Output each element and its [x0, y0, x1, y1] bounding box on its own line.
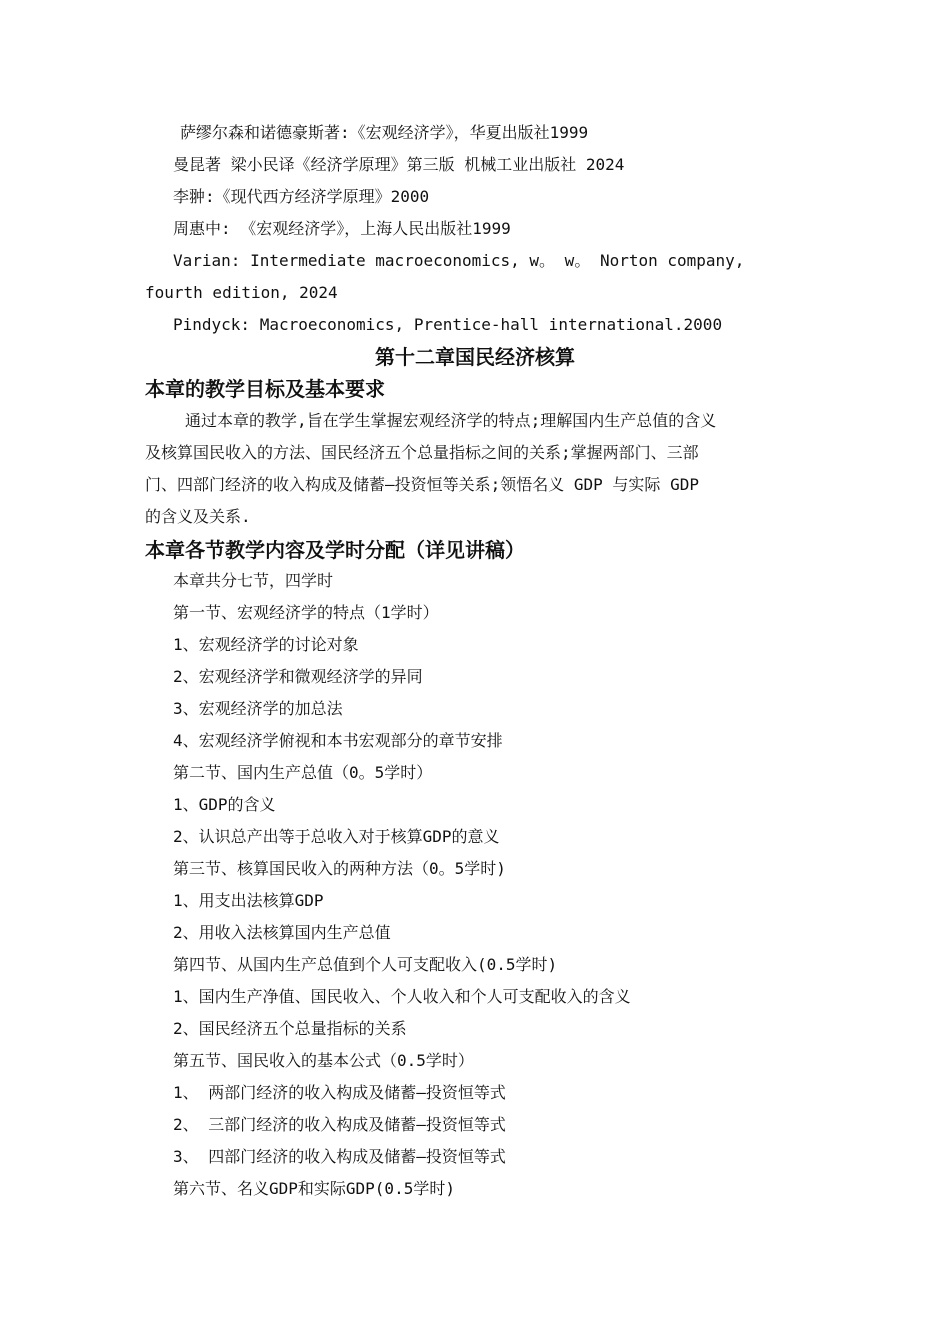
content-line: 2、宏观经济学和微观经济学的异同	[173, 667, 423, 686]
section-line: 第六节、名义GDP和实际GDP(0.5学时)	[173, 1179, 455, 1198]
reference-line: Pindyck: Macroeconomics, Prentice-hall international.2000	[173, 315, 723, 334]
section-line: 第二节、国内生产总值（0。5学时）	[173, 763, 433, 782]
reference-line: fourth edition, 2024	[145, 283, 338, 302]
content-line: 本章共分七节，四学时	[173, 571, 334, 590]
content-line: 2、认识总产出等于总收入对于核算GDP的意义	[173, 827, 500, 846]
reference-line: 曼昆著 梁小民译《经济学原理》第三版 机械工业出版社 2024	[173, 155, 625, 174]
paragraph-line: 门、四部门经济的收入构成及储蓄—投资恒等关系;领悟名义 GDP 与实际 GDP	[145, 475, 699, 494]
content-line: 1、用支出法核算GDP	[173, 891, 324, 910]
paragraph-line: 及核算国民收入的方法、国民经济五个总量指标之间的关系;掌握两部门、三部	[145, 443, 699, 462]
reference-line: Varian: Intermediate macroeconomics, w。 w。 Norton company,	[173, 251, 745, 270]
content-line: 1、 两部门经济的收入构成及储蓄—投资恒等式	[173, 1083, 506, 1102]
content-line: 1、GDP的含义	[173, 795, 276, 814]
content-line: 3、宏观经济学的加总法	[173, 699, 343, 718]
reference-line: 周惠中: 《宏观经济学》，上海人民出版社1999	[173, 219, 511, 238]
paragraph-line: 的含义及关系.	[145, 507, 251, 526]
reference-line: 李翀:《现代西方经济学原理》2000	[173, 187, 430, 206]
content-line: 3、 四部门经济的收入构成及储蓄—投资恒等式	[173, 1147, 506, 1166]
content-line: 1、宏观经济学的讨论对象	[173, 635, 359, 654]
chapter-title: 第十二章国民经济核算	[375, 345, 575, 369]
reference-line: 萨缪尔森和诺德豪斯著:《宏观经济学》，华夏出版社1999	[180, 123, 589, 142]
goals-heading: 本章的教学目标及基本要求	[145, 377, 385, 401]
content-line: 2、 三部门经济的收入构成及储蓄—投资恒等式	[173, 1115, 506, 1134]
section-line: 第三节、核算国民收入的两种方法（0。5学时)	[173, 859, 506, 878]
content-line: 1、国内生产净值、国民收入、个人收入和个人可支配收入的含义	[173, 987, 631, 1006]
content-line: 2、用收入法核算国内生产总值	[173, 923, 391, 942]
content-line: 2、国民经济五个总量指标的关系	[173, 1019, 407, 1038]
section-line: 第五节、国民收入的基本公式（0.5学时）	[173, 1051, 474, 1070]
section-line: 第一节、宏观经济学的特点（1学时）	[173, 603, 439, 622]
section-line: 第四节、从国内生产总值到个人可支配收入(0.5学时)	[173, 955, 558, 974]
paragraph-line: 通过本章的教学,旨在学生掌握宏观经济学的特点;理解国内生产总值的含义	[185, 411, 717, 430]
content-line: 4、宏观经济学俯视和本书宏观部分的章节安排	[173, 731, 503, 750]
content-heading: 本章各节教学内容及学时分配（详见讲稿）	[145, 538, 525, 562]
